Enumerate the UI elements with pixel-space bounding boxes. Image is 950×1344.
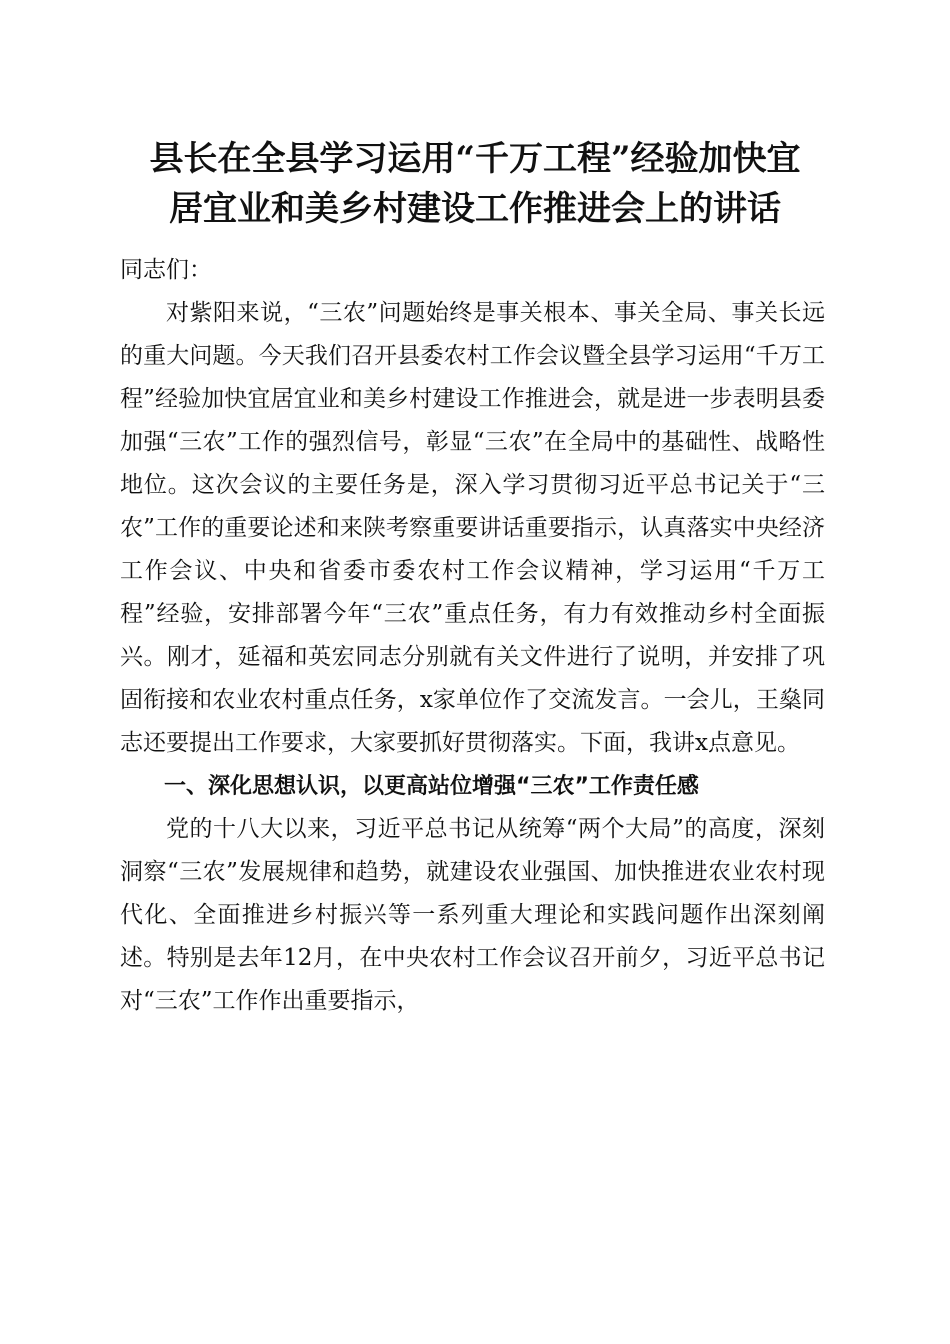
salutation: 同志们：: [120, 257, 212, 283]
document-body: [120, 249, 825, 1023]
document-title: [100, 134, 850, 234]
title-line-1: 县长在全县学习运用“千万工程”经验加快宜: [149, 139, 801, 179]
paragraph-2: 党的十八大以来，习近平总书记从统筹“两个大局”的高度，深刻洞察“三农”发展规律和趋势，就建设农业强国、加快推进农业农村现代化、全面推进乡村振兴等一系列重大理论和实践问题作出深刻阐述。特别是去年12月，在中央农村工作会议召开前夕，习近平总书记对“三农”工作作出重要指示，: [120, 816, 825, 1014]
title-line-2: 居宜业和美乡村建设工作推进会上的讲话: [169, 189, 781, 229]
paragraph-1: 对紫阳来说，“三农”问题始终是事关根本、事关全局、事关长远的重大问题。今天我们召开县委农村工作会议暨全县学习运用“千万工程”经验加快宜居宜业和美乡村建设工作推进会，就是进一步表明县委加强“三农”工作的强烈信号，彰显“三农”在全局中的基础性、战略性地位。这次会议的主要任务是，深入学习贯彻习近平总书记关于“三农”工作的重要论述和来陕考察重要讲话重要指示，认真落实中央经济工作会议、中央和省委市委农村工作会议精神，学习运用“千万工程”经验，安排部署今年“三农”重点任务，有力有效推动乡村全面振兴。刚才，延福和英宏同志分别就有关文件进行了说明，并安排了巩固衔接和农业农村重点任务，x家单位作了交流发言。一会儿，王燊同志还要提出工作要求，大家要抓好贯彻落实。下面，我讲x点意见。: [120, 300, 825, 756]
section-heading-1: 一、深化思想认识，以更高站位增强“三农”工作责任感: [164, 774, 699, 799]
